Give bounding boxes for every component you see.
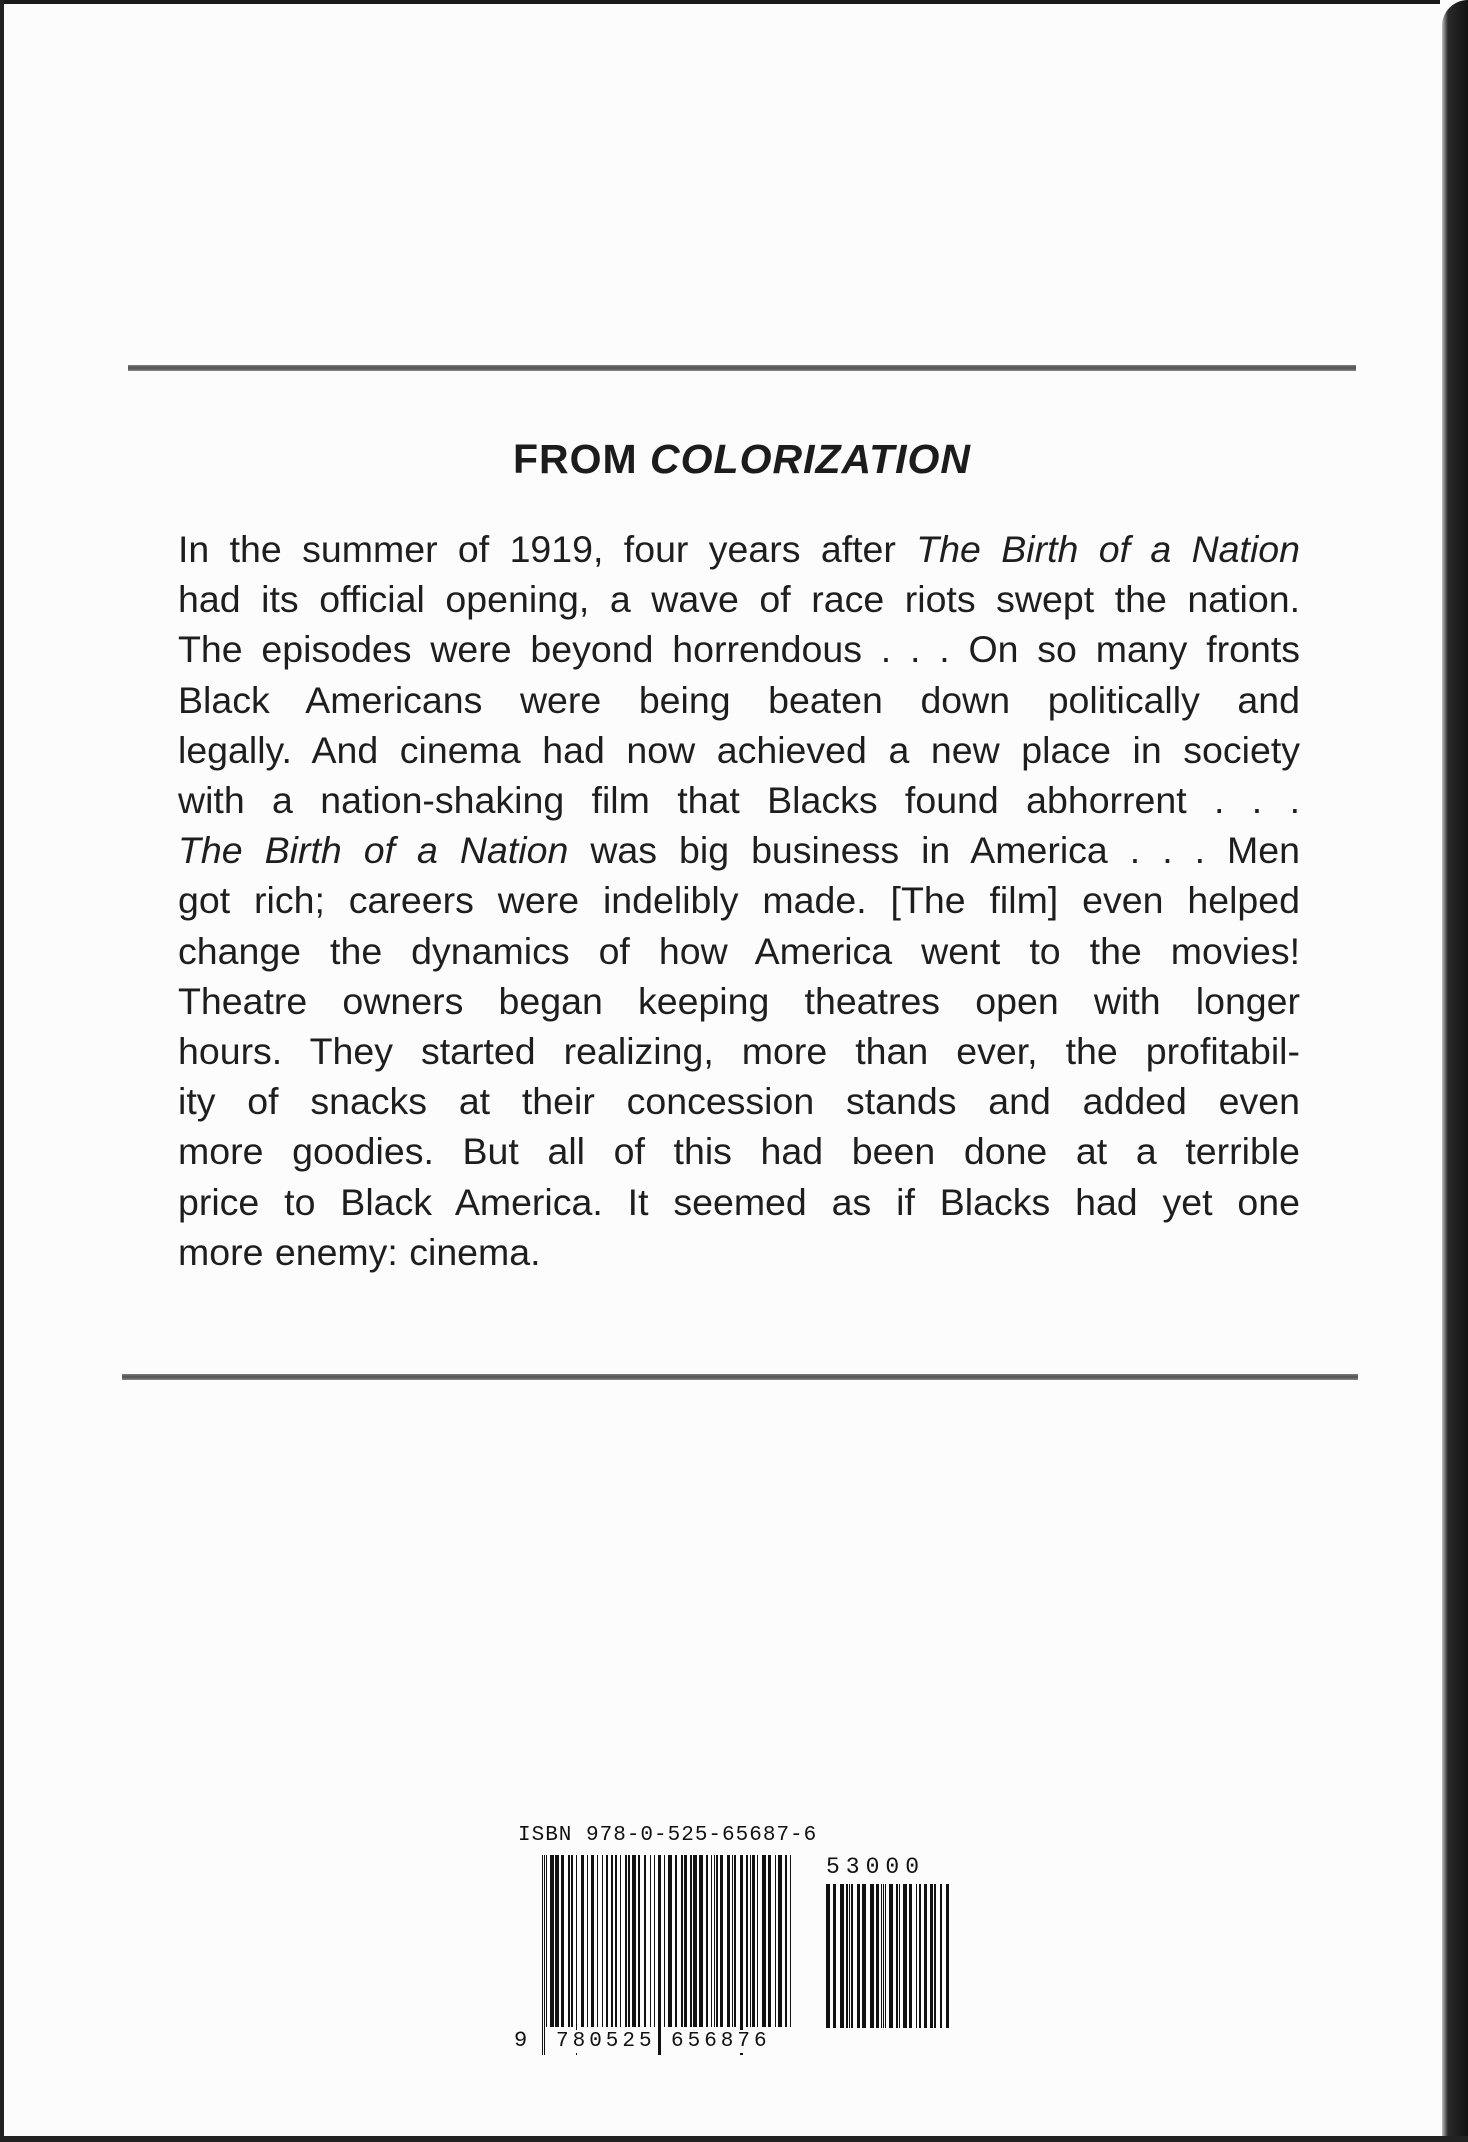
excerpt-line [178, 524, 1300, 574]
barcode-bar [919, 1884, 921, 2028]
excerpt-title-prefix: FROM [512, 436, 651, 482]
barcode-bar [826, 1884, 830, 2028]
barcode-bar [790, 1855, 791, 2027]
barcode-bar [668, 1855, 672, 2027]
barcode-bar [775, 1855, 776, 2027]
barcode-bar [916, 1884, 917, 2028]
barcode-bar [752, 1855, 755, 2027]
excerpt-line [178, 624, 1300, 674]
barcode-bar [615, 1855, 617, 2027]
barcode-bar [542, 1855, 543, 2055]
barcode-bar [909, 1884, 912, 2028]
barcode-bar [625, 1855, 627, 2027]
barcode-bar [711, 1855, 712, 2027]
price-addon-barcode [826, 1884, 952, 2056]
barcode-bar [727, 1855, 730, 2027]
barcode-bar [833, 1884, 836, 2028]
barcode-bar [546, 1855, 547, 2027]
isbn-barcode [542, 1855, 794, 2055]
barcode-bar [883, 1884, 884, 2028]
barcode-bar [699, 1855, 703, 2027]
ean-left-digits: 780525 [556, 2030, 656, 2053]
barcode-bar [903, 1884, 907, 2028]
cover-bottom-edge [0, 2136, 1468, 2142]
excerpt-text: Black Americans were being beaten down politically and [178, 678, 1300, 721]
barcode-bar [840, 1884, 844, 2028]
excerpt-text: hours. They started realizing, more than ever, the profitabil- [178, 1030, 1300, 1073]
barcode-bar [597, 1855, 598, 2027]
barcode-bar [690, 1855, 692, 2027]
excerpt-line [178, 574, 1300, 624]
excerpt-line [178, 675, 1300, 725]
barcode-bar [881, 1884, 882, 2028]
excerpt-line [178, 1126, 1300, 1176]
barcode-bar [684, 1855, 687, 2027]
excerpt-text: Theatre owners began keeping theatres open with longer [178, 979, 1300, 1022]
excerpt-line [178, 775, 1300, 825]
barcode-bar [876, 1884, 879, 2028]
excerpt-line [178, 875, 1300, 925]
top-divider-rule [128, 365, 1356, 371]
barcode-bar [632, 1855, 636, 2027]
barcode-bar [681, 1855, 683, 2027]
excerpt-line [178, 1076, 1300, 1126]
barcode-bar [930, 1884, 933, 2028]
cover-spine-edge [1442, 0, 1468, 2142]
barcode-bar [862, 1884, 866, 2028]
barcode-bar [899, 1884, 900, 2028]
barcode-bar [924, 1884, 927, 2028]
excerpt-text: more enemy: cinema. [178, 1230, 541, 1273]
ean-first-digit: 9 [514, 2028, 528, 2053]
excerpt-line [178, 825, 1300, 875]
barcode-bar [785, 1855, 787, 2027]
excerpt-body [178, 524, 1300, 1277]
excerpt-line [178, 1026, 1300, 1076]
barcode-bar [606, 1855, 608, 2027]
barcode-bar [946, 1884, 949, 2028]
excerpt-text: got rich; careers were indelibly made. [The film] even helped [178, 879, 1300, 922]
excerpt-text: The episodes were beyond horrendous . . . On so many fronts [178, 628, 1300, 671]
barcode-bar [550, 1855, 554, 2027]
barcode-bar [555, 1855, 559, 2027]
excerpt-text: ity of snacks at their concession stands and added even [178, 1080, 1300, 1123]
barcode-bar [762, 1855, 766, 2027]
barcode-bar [870, 1884, 874, 2028]
barcode-bar [732, 1855, 733, 2027]
excerpt-text: change the dynamics of how America went to the movies! [178, 929, 1300, 972]
barcode-bar [587, 1855, 588, 2027]
barcode-bar [644, 1855, 646, 2027]
cover-left-edge [0, 0, 4, 2142]
barcode-bar [846, 1884, 848, 2028]
barcode-bar [658, 1855, 661, 2055]
barcode-bar [664, 1855, 665, 2027]
barcode-addon-digits: 53000 [826, 1854, 926, 1880]
barcode-bar [638, 1855, 640, 2027]
excerpt-line [178, 976, 1300, 1026]
bottom-divider-rule [122, 1374, 1358, 1380]
barcode-bar [561, 1855, 564, 2027]
barcode-bar [851, 1884, 853, 2028]
barcode-bar [628, 1855, 630, 2027]
barcode-bar [602, 1855, 603, 2027]
barcode-bar [740, 1855, 743, 2055]
barcode-bar [768, 1855, 771, 2027]
barcode-bar [934, 1884, 936, 2028]
barcode-bar [716, 1855, 718, 2027]
isbn-label: ISBN 978-0-525-65687-6 [518, 1824, 818, 1847]
barcode-bar [650, 1855, 651, 2027]
barcode-bar [611, 1855, 613, 2027]
barcode-bar [693, 1855, 697, 2027]
barcode-bar [885, 1884, 886, 2028]
barcode-bar [857, 1884, 860, 2028]
excerpt-title [128, 436, 1356, 483]
barcode-bar [620, 1855, 621, 2027]
excerpt-line [178, 926, 1300, 976]
excerpt-line [178, 1177, 1300, 1227]
barcode-bar [734, 1855, 736, 2027]
excerpt-text: had its official opening, a wave of race riots swept the nation. [178, 578, 1300, 621]
excerpt-line [178, 725, 1300, 775]
barcode-bar [568, 1855, 570, 2027]
excerpt-line [178, 1227, 1300, 1277]
barcode-bar [581, 1855, 584, 2027]
barcode-bar [889, 1884, 893, 2028]
excerpt-text: legally. And cinema had now achieved a new place in society [178, 728, 1300, 771]
barcode-bar [720, 1855, 723, 2027]
barcode-bar [714, 1855, 715, 2027]
barcode-bar [750, 1855, 751, 2027]
barcode-bar [757, 1855, 758, 2027]
excerpt-text: price to Black America. It seemed as if Blacks had yet one [178, 1180, 1300, 1223]
excerpt-text: more goodies. But all of this had been done at a terrible [178, 1130, 1300, 1173]
cover-top-edge [0, 0, 1440, 4]
excerpt-text: In the summer of 1919, four years after [178, 528, 917, 570]
barcode-bar [849, 1884, 850, 2028]
barcode-bar [544, 1855, 545, 2055]
barcode-bar [940, 1884, 942, 2028]
barcode-bar [654, 1855, 655, 2027]
barcode-bar [706, 1855, 708, 2027]
excerpt-text: was big business in America . . . Men [568, 829, 1301, 872]
barcode-bar [576, 1855, 577, 2055]
excerpt-film-title: The Birth of a Nation [916, 528, 1300, 570]
barcode-bar [675, 1855, 677, 2027]
barcode-bar [571, 1855, 573, 2027]
ean-right-digits: 656876 [671, 2030, 771, 2053]
barcode-bar [778, 1855, 782, 2027]
barcode-bar [591, 1855, 594, 2027]
excerpt-text: with a nation-shaking film that Blacks found abhorrent . . . [178, 779, 1300, 822]
barcode-bar [896, 1884, 898, 2028]
barcode-bar [746, 1855, 748, 2027]
excerpt-film-title: The Birth of a Nation [178, 829, 569, 872]
excerpt-title-book: COLORIZATION [650, 436, 972, 482]
